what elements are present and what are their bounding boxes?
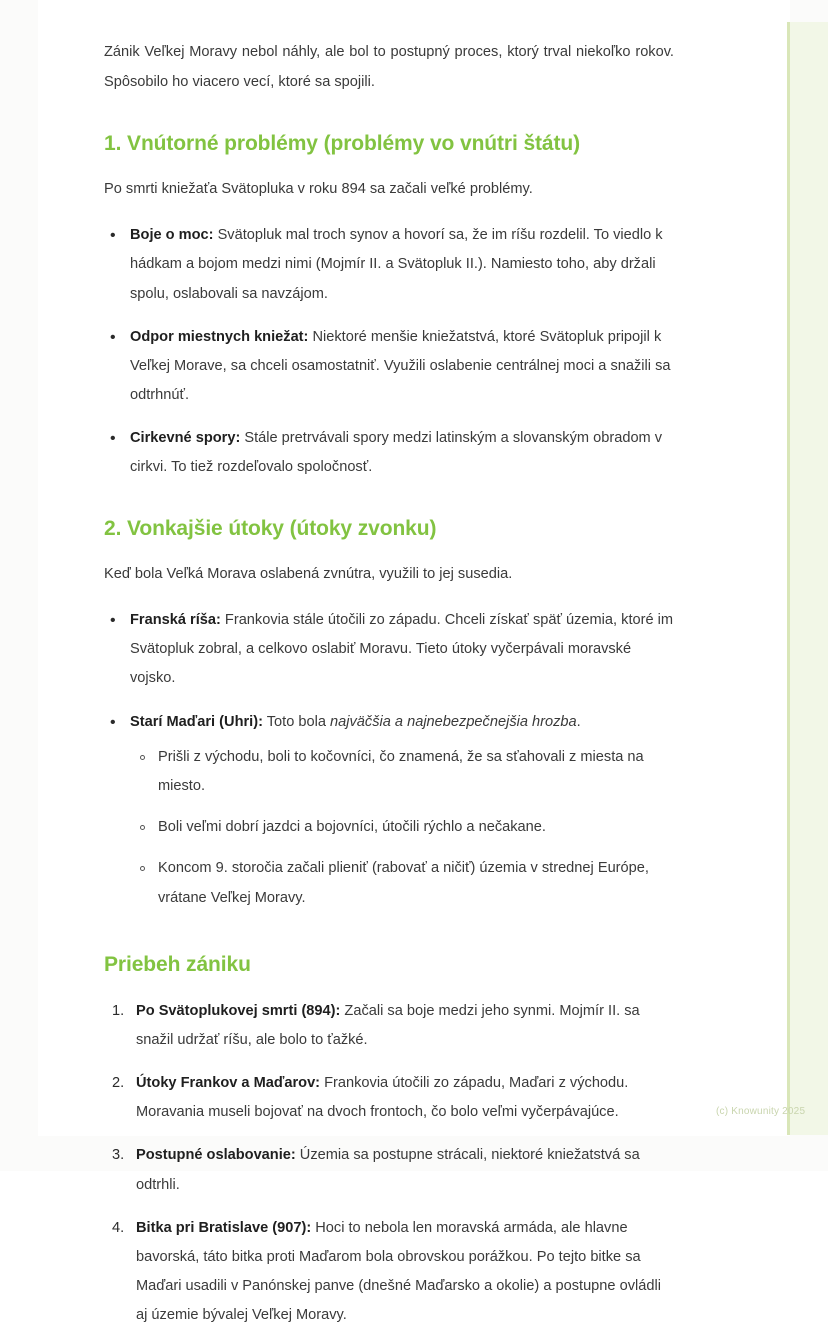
bullet-lead-in: Franská ríša:: [130, 612, 221, 628]
item-text: Územia sa postupne strácali, niektoré kniežatstvá sa odtrhli.: [136, 1147, 640, 1193]
bullet-emphasis: najväčšia a najnebezpečnejšia hrozba: [330, 713, 577, 730]
list-item: [130, 606, 674, 694]
timeline-ordered-list: [104, 997, 674, 1331]
timeline-heading: Priebeh zániku: [104, 952, 251, 976]
item-text: Frankovia útočili zo západu, Maďari z východu. Moravania museli bojovať na dvoch frontoch, čo bolo veľmi vyčerpávajúce.: [136, 1075, 629, 1121]
section-1-bullet-list: [104, 221, 674, 483]
sub-bullet-list: [130, 743, 674, 913]
section-2-bullet-list: [104, 606, 674, 913]
intro-paragraph: Zánik Veľkej Moravy nebol náhly, ale bol to postupný proces, ktorý trval niekoľko rokov. Spôsobilo ho viacero vecí, ktoré sa spojili.: [104, 44, 674, 90]
list-item: [130, 323, 674, 411]
list-item: [136, 1214, 674, 1331]
bullet-text-after: .: [576, 713, 581, 730]
document-page: [38, 0, 806, 1324]
item-lead-in: Útoky Frankov a Maďarov:: [136, 1075, 321, 1092]
bullet-lead-in: Boje o moc:: [130, 227, 214, 244]
item-text: Hoci to nebola len moravská armáda, ale hlavne bavorská, táto bitka proti Maďarom bola obrovskou porážkou. Po tejto bitke sa Maďari usadili v Panónskej panve (dnešné Maďarsko a okolie) a postupne ovládli aj územie bývalej Veľkej Moravy.: [136, 1219, 661, 1324]
item-lead-in: Bitka pri Bratislave (907):: [136, 1219, 312, 1236]
document-content: [104, 38, 674, 1331]
right-accent-rule: [787, 22, 790, 1135]
list-item: [136, 997, 674, 1055]
list-item: Koncom 9. storočia začali plieniť (rabovať a ničiť) územia v strednej Európe, vrátane Veľkej Moravy.: [158, 854, 674, 912]
bullet-text: Stále pretrvávali spory medzi latinským a slovanským obradom v cirkvi. To tiež rozdeľovalo spoločnosť.: [130, 430, 663, 476]
section-lead-1: Po smrti kniežaťa Svätopluka v roku 894 sa začali veľké problémy.: [104, 180, 533, 197]
bullet-text: Toto bola: [262, 713, 331, 730]
list-item: Boli veľmi dobrí jazdci a bojovníci, útočili rýchlo a nečakane.: [158, 813, 674, 842]
bullet-lead-in: Cirkevné spory:: [130, 430, 241, 447]
bullet-lead-in: Odpor miestnych kniežat:: [130, 328, 309, 345]
bullet-text: Frankovia stále útočili zo západu. Chceli získať späť územia, ktoré im Svätopluk zobral, a celkovo oslabiť Moravu. Tieto útoky vyčerpávali moravské vojsko.: [130, 612, 674, 687]
right-accent-panel: [788, 22, 828, 1135]
bullet-lead-in: Starí Maďari (Uhri):: [130, 713, 263, 730]
list-item: Prišli z východu, boli to kočovníci, čo znamená, že sa sťahovali z miesta na miesto.: [158, 743, 674, 801]
item-text: Začali sa boje medzi jeho synmi. Mojmír II. sa snažil udržať ríšu, ale bolo to ťažké.: [136, 1002, 640, 1048]
item-lead-in: Postupné oslabovanie:: [136, 1147, 296, 1164]
item-lead-in: Po Svätoplukovej smrti (894):: [136, 1002, 341, 1019]
list-item: [130, 221, 674, 309]
bullet-text: Svätopluk mal troch synov a hovorí sa, že im ríšu rozdelil. To viedlo k hádkam a bojom medzi nimi (Mojmír II. a Svätopluk II.). Namiesto toho, aby držali spolu, oslabovali sa navzájom.: [130, 227, 663, 302]
copyright-watermark: (c) Knowunity 2025: [716, 1106, 806, 1117]
list-item: [136, 1069, 674, 1127]
section-heading-2: 2. Vonkajšie útoky (útoky zvonku): [104, 516, 437, 540]
list-item: [130, 708, 674, 913]
section-lead-2: Keď bola Veľká Morava oslabená zvnútra, využili to jej susedia.: [104, 565, 513, 582]
section-heading-1: 1. Vnútorné problémy (problémy vo vnútri štátu): [104, 131, 581, 155]
list-item: [130, 424, 674, 482]
bullet-text: Niektoré menšie kniežatstvá, ktoré Svätopluk pripojil k Veľkej Morave, sa chceli osamostatniť. Využili oslabenie centrálnej moci a snažili sa odtrhnúť.: [130, 328, 671, 404]
